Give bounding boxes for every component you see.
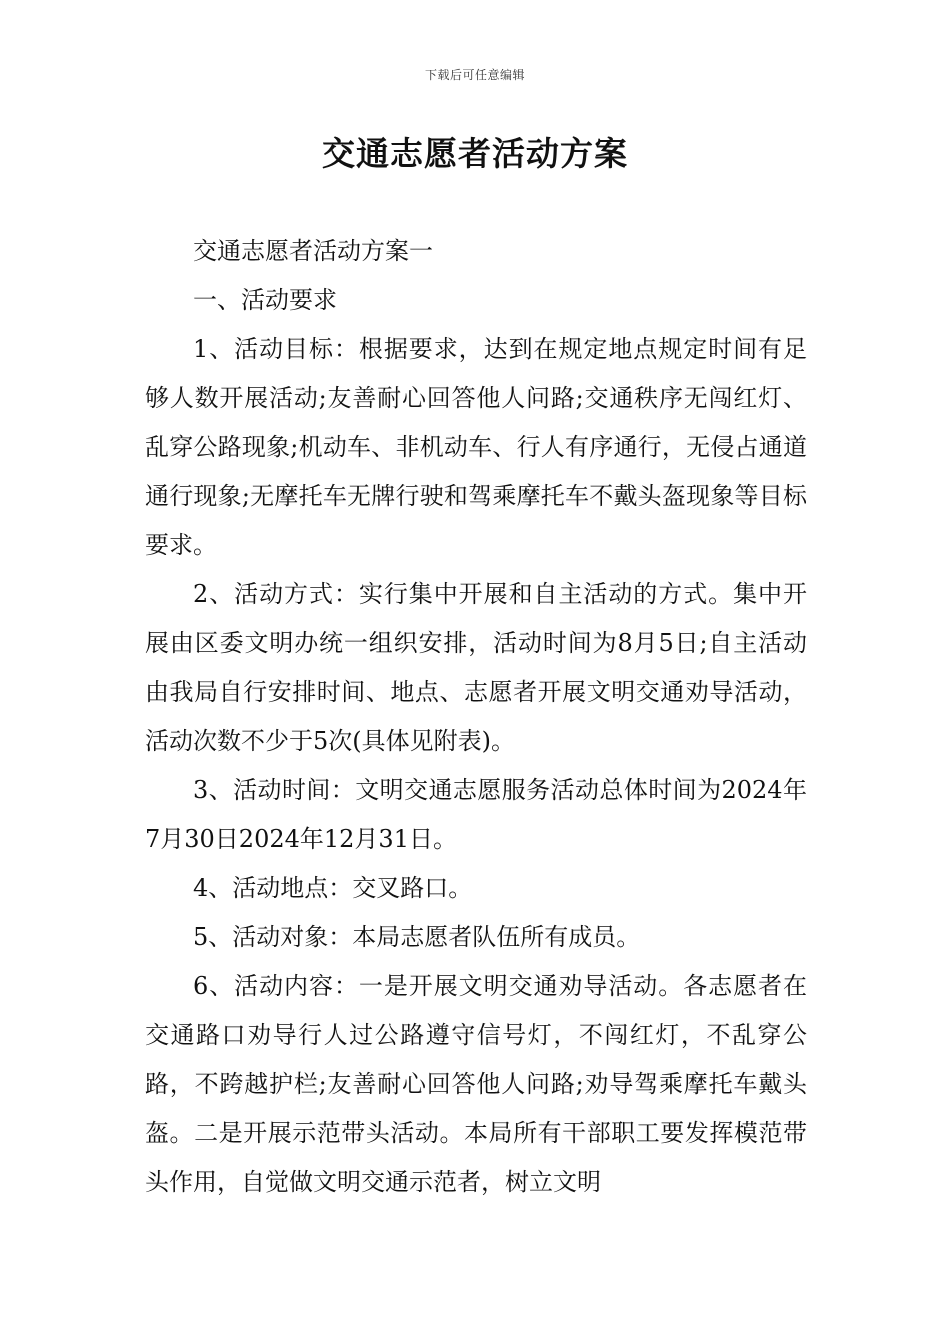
paragraph-participants: 5、活动对象：本局志愿者队伍所有成员。 — [193, 923, 641, 951]
paragraph-location: 4、活动地点：交叉路口。 — [193, 874, 473, 902]
page-title: 交通志愿者活动方案 — [322, 134, 628, 173]
header-note: 下载后可任意编辑 — [424, 68, 525, 82]
paragraph-method: 2、活动方式：实行集中开展和自主活动的方式。集中开展由区委文明办统一组织安排，活动时间为8月5日;自主活动由我局自行安排时间、地点、志愿者开展文明交通劝导活动，活动次数不少于5次(具体见附表)。 — [145, 580, 807, 755]
document-body — [145, 227, 807, 1207]
paragraph-content: 6、活动内容：一是开展文明交通劝导活动。各志愿者在交通路口劝导行人过公路遵守信号灯，不闯红灯，不乱穿公路，不跨越护栏;友善耐心回答他人问路;劝导驾乘摩托车戴头盔。二是开展示范带头活动。本局所有干部职工要发挥模范带头作用，自觉做文明交通示范者，树立文明 — [145, 972, 807, 1196]
paragraph-requirements-heading: 一、活动要求 — [193, 286, 337, 314]
paragraph-goal: 1、活动目标：根据要求，达到在规定地点规定时间有足够人数开展活动;友善耐心回答他人问路;交通秩序无闯红灯、乱穿公路现象;机动车、非机动车、行人有序通行，无侵占通道通行现象;无摩托车无牌行驶和驾乘摩托车不戴头盔现象等目标要求。 — [145, 335, 807, 559]
paragraph-section-heading: 交通志愿者活动方案一 — [193, 237, 433, 265]
paragraph-time: 3、活动时间：文明交通志愿服务活动总体时间为2024年7月30日2024年12月31日。 — [145, 776, 807, 853]
